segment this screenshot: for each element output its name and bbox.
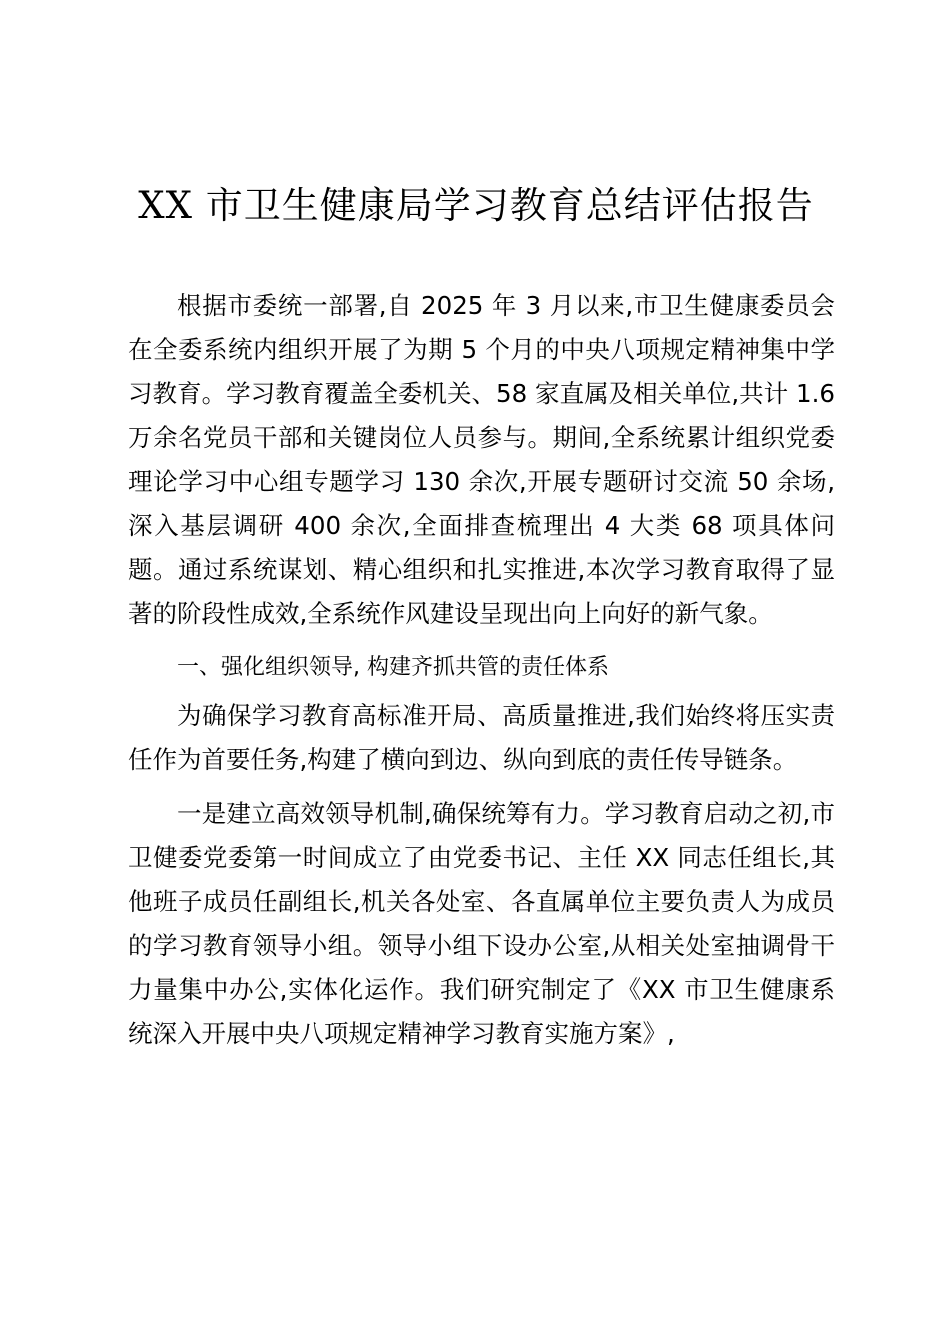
document-title: XX 市卫生健康局学习教育总结评估报告 [138,184,814,227]
section-heading-1: 一、强化组织领导, 构建齐抓共管的责任体系 [177,655,609,680]
document-body [128,284,835,1066]
paragraph-leadership-mechanism: 一是建立高效领导机制,确保统筹有力。学习教育启动之初,市卫健委党委第一时间成立了由党委书记、主任 XX 同志任组长,其他班子成员任副组长,机关各处室、各直属单位主要负责人为成员的学习教育领导小组。领导小组下设办公室,从相关处室抽调骨干力量集中办公,实体化运作。我们研究制定了《XX 市卫生健康系统深入开展中央八项规定精神学习教育实施方案》, [128,799,835,1048]
paragraph-intro: 根据市委统一部署,自 2025 年 3 月以来,市卫生健康委员会在全委系统内组织开展了为期 5 个月的中央八项规定精神集中学习教育。学习教育覆盖全委机关、58 家直属及相关单位,共计 1.6 万余名党员干部和关键岗位人员参与。期间,全系统累计组织党委理论学习中心组专题学习 130 余次,开展专题研讨交流 50 余场,深入基层调研 400 余次,全面排查梳理出 4 大类 68 项具体问题。通过系统谋划、精心组织和扎实推进,本次学习教育取得了显著的阶段性成效,全系统作风建设呈现出向上向好的新气象。 [128,291,835,628]
paragraph-section-1-intro: 为确保学习教育高标准开局、高质量推进,我们始终将压实责任作为首要任务,构建了横向到边、纵向到底的责任传导链条。 [128,701,835,774]
